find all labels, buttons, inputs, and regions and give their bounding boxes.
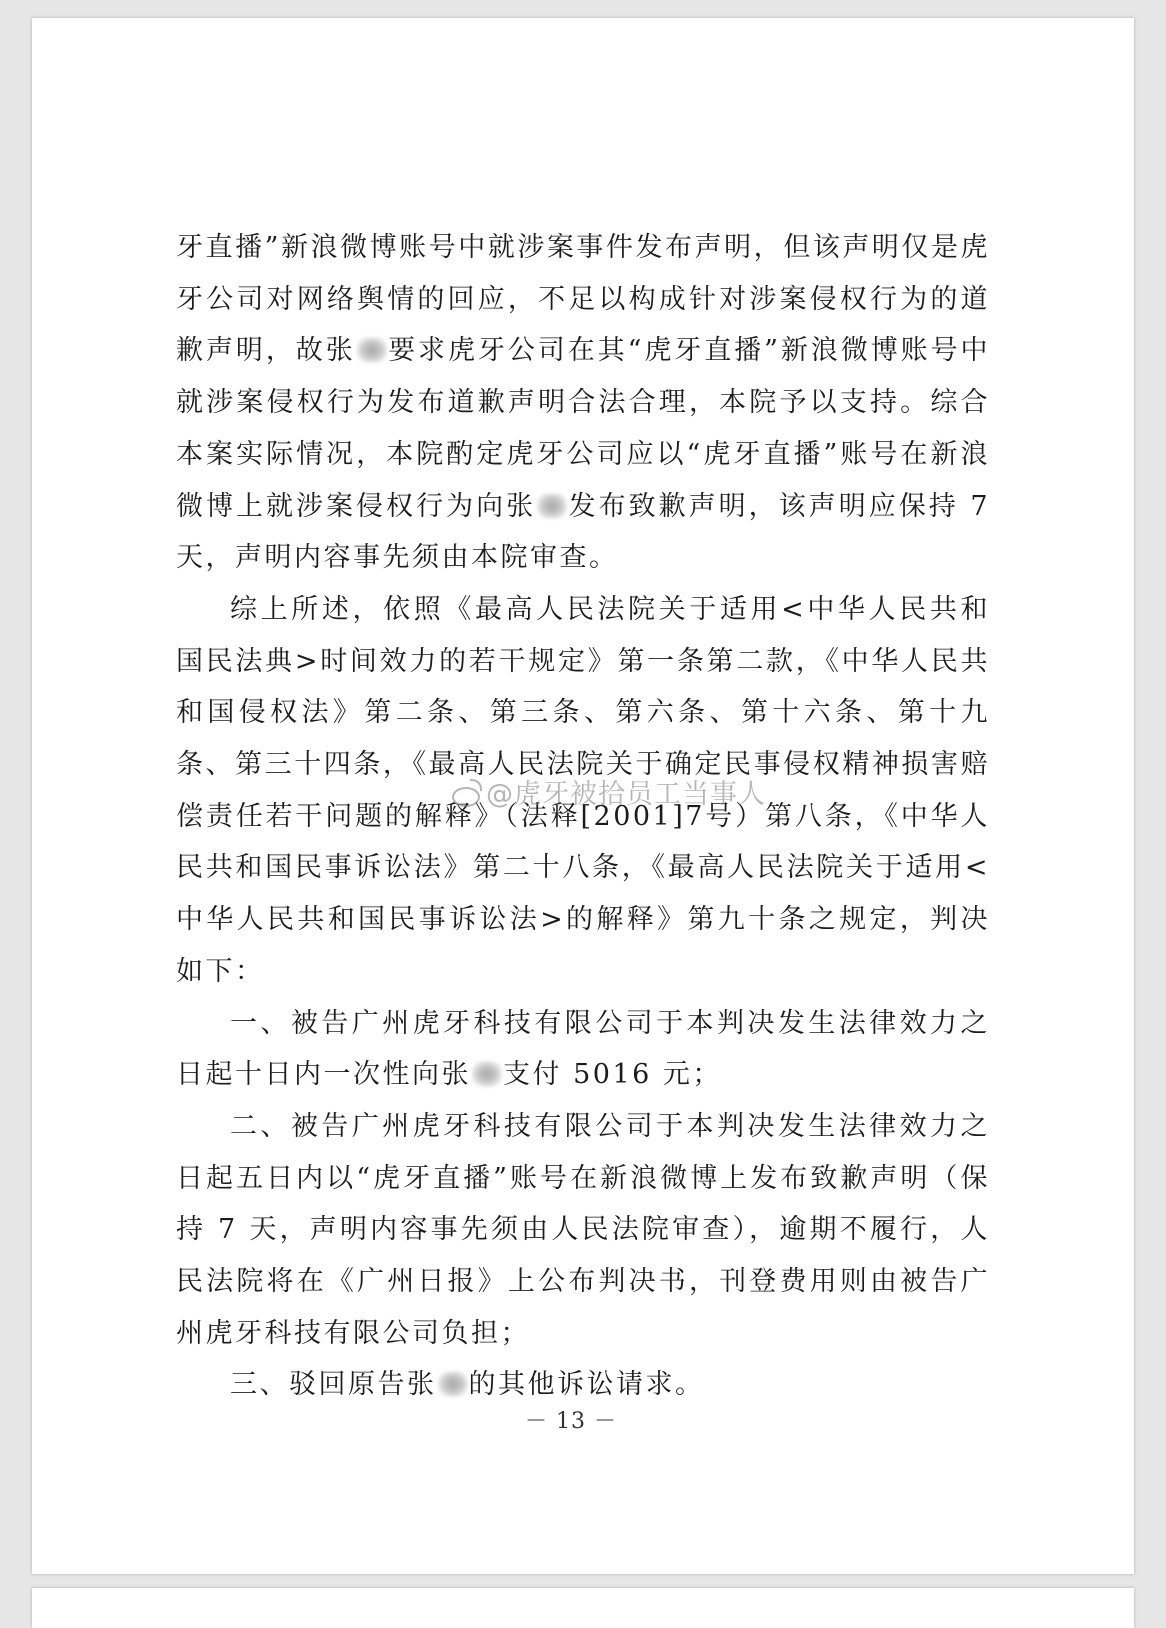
judgment-item-1: 一、被告广州虎牙科技有限公司于本判决发生法律效力之日起十日内一次性向张 支付 5016 元；	[176, 1007, 990, 1091]
redacted-name	[357, 337, 387, 363]
judgment-item-2: 二、被告广州虎牙科技有限公司于本判决发生法律效力之日起五日内以“虎牙直播”账号在新浪微博上发布致歉声明（保持 7 天，声明内容事先须由人民法院审查），逾期不履行，人民法院将在《广州日报》上公布判决书，刊登费用则由被告广州虎牙科技有限公司负担；	[176, 1110, 990, 1349]
judgment-item-3: 三、驳回原告张 的其他诉讼请求。	[230, 1369, 705, 1401]
paragraph-legal-basis: 综上所述，依照《最高人民法院关于适用<中华人民共和国民法典>时间效力的若干规定》第一条第二款，《中华人民共和国侵权法》第二条、第三条、第六条、第十六条、第十九条、第三十四条，《最高人民法院关于确定民事侵权精神损害赔偿责任若干问题的解释》（法释[2001]7号）第八条，《中华人民共和国民事诉讼法》第二十八条，《最高人民法院关于适用<中华人民共和国民事诉讼法>的解释》第九十条之规定，判决如下：	[176, 593, 990, 987]
redacted-name	[438, 1371, 468, 1397]
next-page-edge	[32, 1588, 1134, 1628]
judgment-text	[176, 222, 990, 1411]
redacted-name	[537, 493, 567, 519]
redacted-name	[472, 1061, 502, 1087]
page-number: － 13 －	[525, 1409, 617, 1434]
paragraph-apology-reasoning: 牙直播”新浪微博账号中就涉案事件发布声明，但该声明仅是虎牙公司对网络舆情的回应，不足以构成针对涉案侵权行为的道歉声明，故张 要求虎牙公司在其“虎牙直播”新浪微博账号中就涉案侵权行为发布道歉声明合法合理，本院予以支持。综合本案实际情况，本院酌定虎牙公司应以“虎牙直播”账号在新浪微博上就涉案侵权行为向张 发布致歉声明，该声明应保持 7 天，声明内容事先须由本院审查。	[176, 232, 991, 574]
watermark-text: @虎牙被拾员工当事人	[486, 779, 766, 810]
